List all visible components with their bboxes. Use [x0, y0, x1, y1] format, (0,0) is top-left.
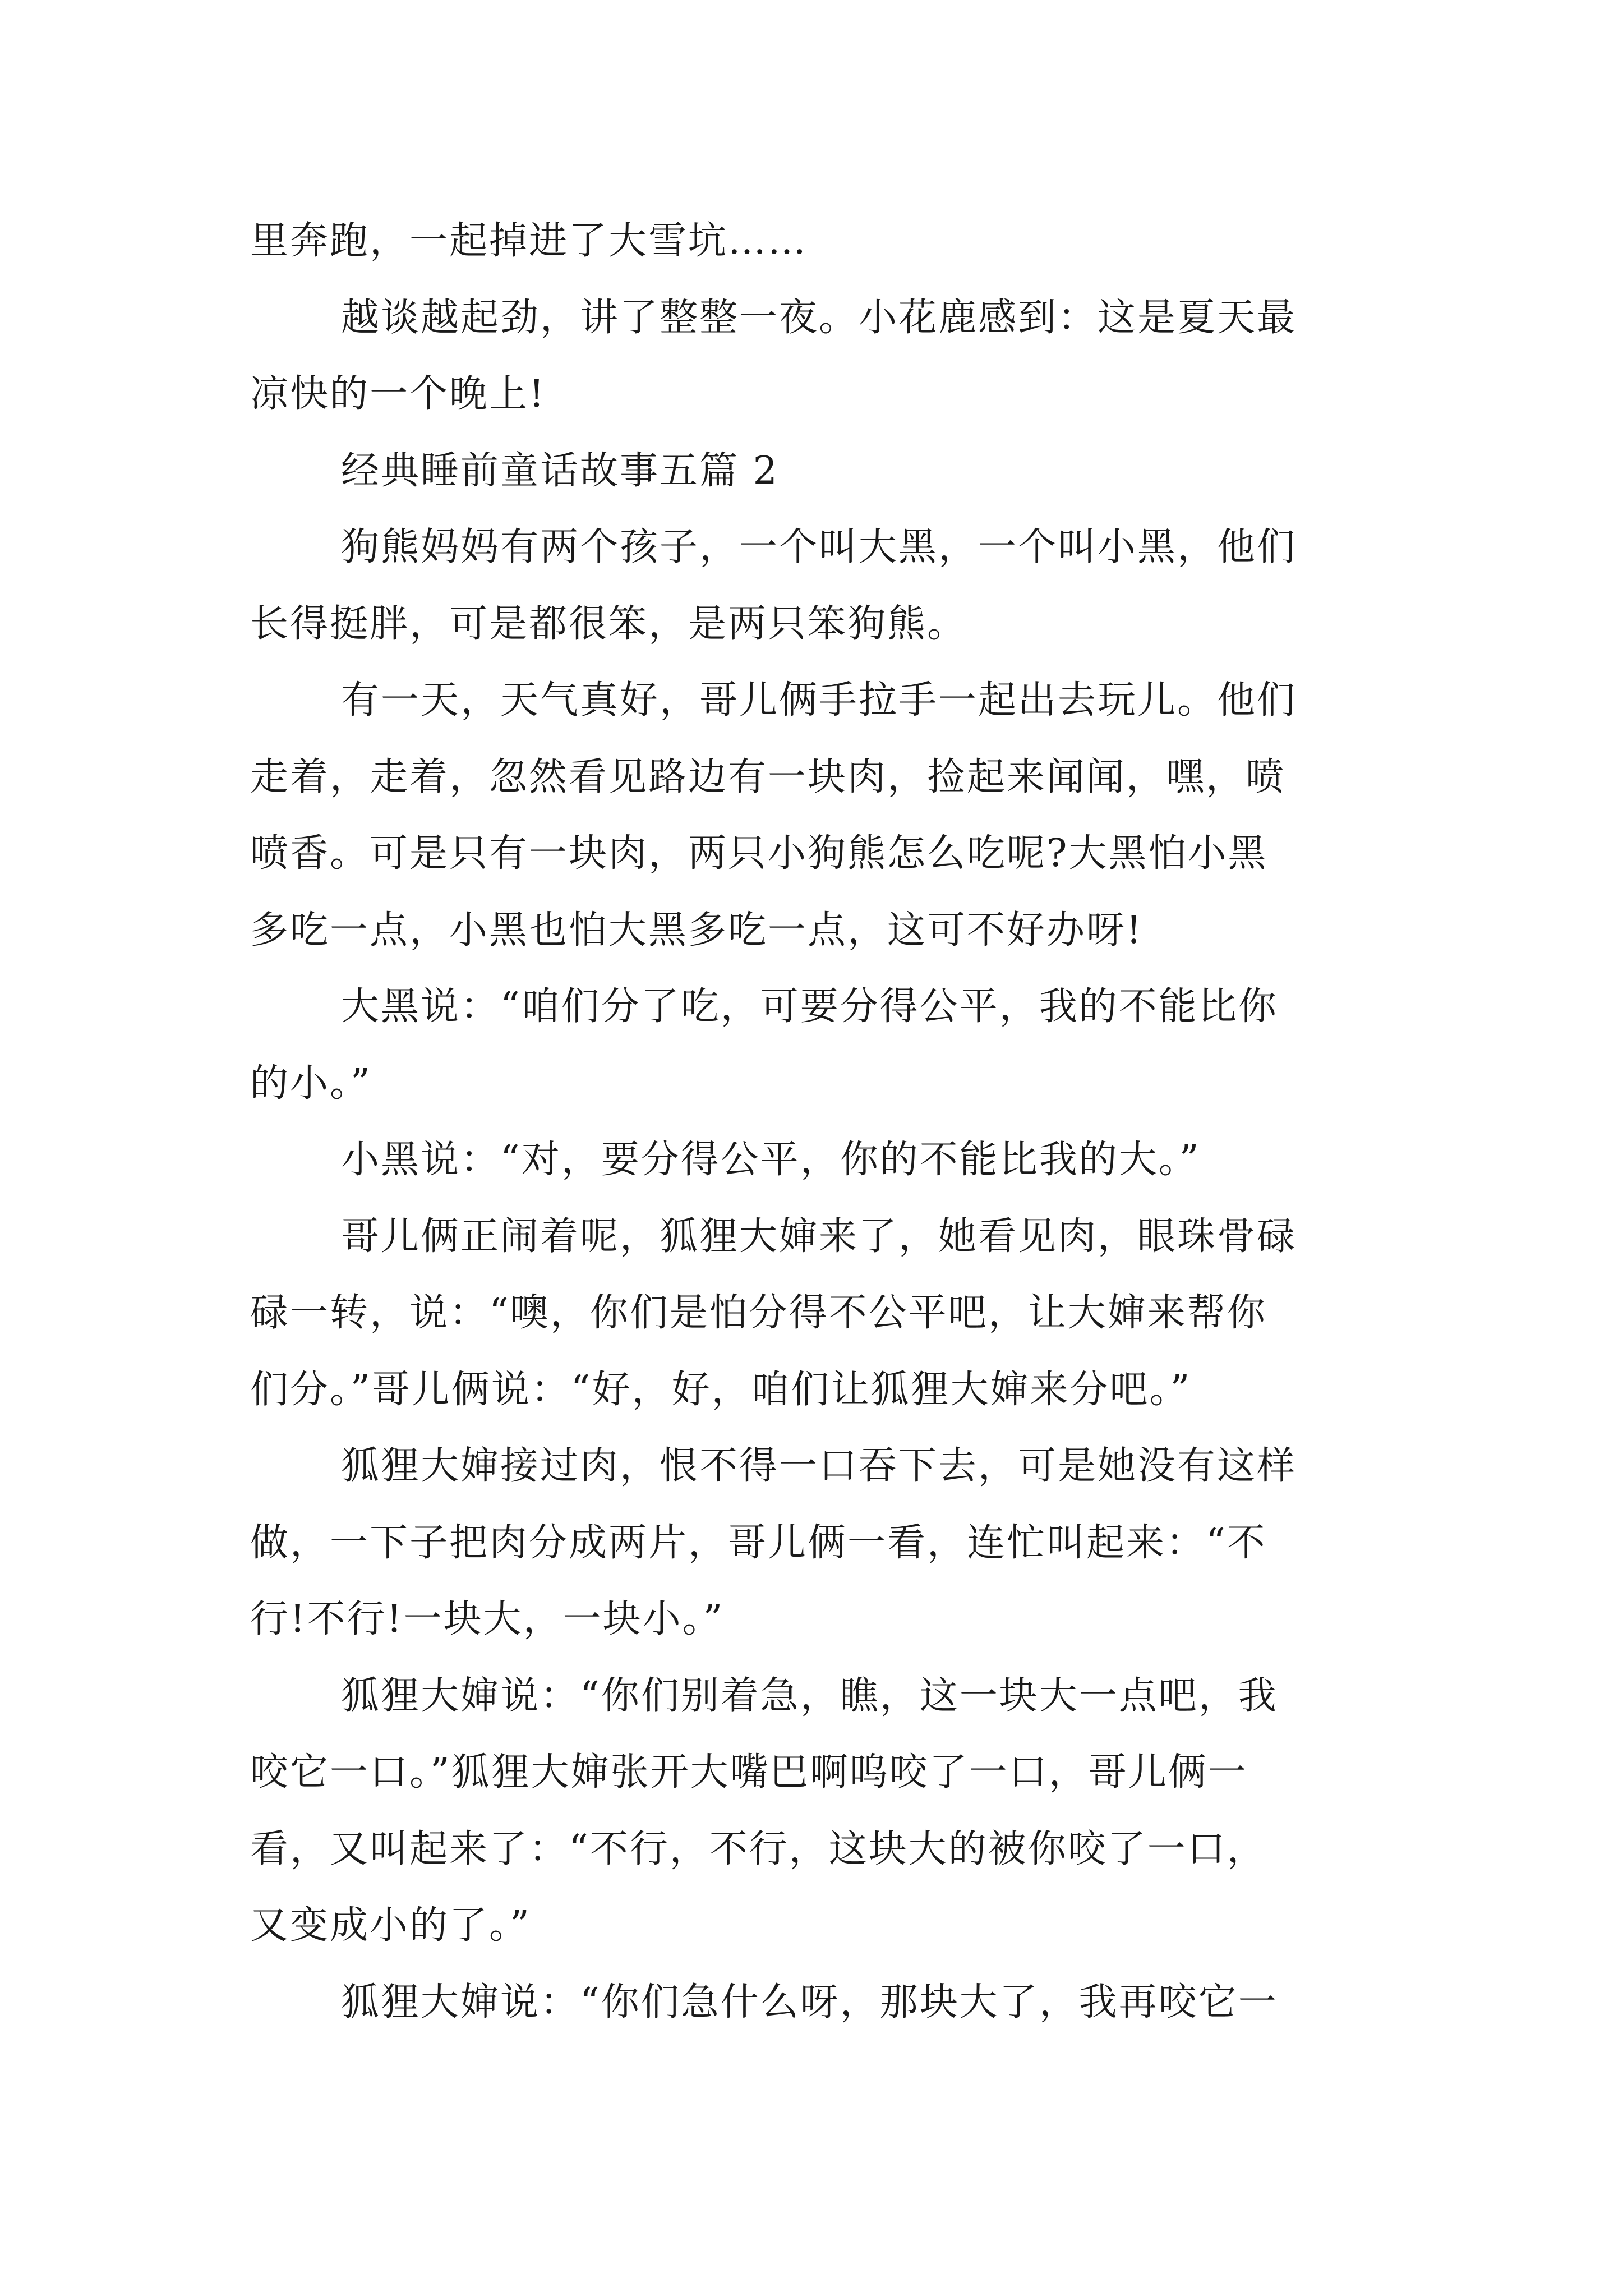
text-line: 行!不行!一块大，一块小。”	[250, 1597, 725, 1641]
text-line: 狗熊妈妈有两个孩子，一个叫大黑，一个叫小黑，他们	[341, 525, 1297, 569]
text-line: 喷香。可是只有一块肉，两只小狗熊怎么吃呢?大黑怕小黑	[250, 831, 1268, 876]
text-line: 长得挺胖，可是都很笨，是两只笨狗熊。	[250, 601, 967, 646]
text-line: 狐狸大婶接过肉，恨不得一口吞下去，可是她没有这样	[341, 1444, 1297, 1488]
text-line: 多吃一点，小黑也怕大黑多吃一点，这可不好办呀!	[250, 908, 1144, 953]
text-line: 走着，走着，忽然看见路边有一块肉，捡起来闻闻，嘿，喷	[250, 754, 1286, 799]
text-line: 看，又叫起来了：“不行，不行，这块大的被你咬了一口，	[250, 1826, 1267, 1871]
text-line: 做，一下子把肉分成两片，哥儿俩一看，连忙叫起来：“不	[250, 1520, 1267, 1565]
text-line: 碌一转，说：“噢，你们是怕分得不公平吧，让大婶来帮你	[250, 1291, 1267, 1335]
text-line: 小黑说：“对，要分得公平，你的不能比我的大。”	[341, 1138, 1201, 1182]
text-line: 们分。”哥儿俩说：“好，好，咱们让狐狸大婶来分吧。”	[250, 1367, 1192, 1412]
text-line: 咬它一口。”狐狸大婶张开大嘴巴啊呜咬了一口，哥儿俩一	[250, 1750, 1248, 1795]
text-line: 的小。”	[250, 1061, 372, 1106]
text-line: 哥儿俩正闹着呢，狐狸大婶来了，她看见肉，眼珠骨碌	[341, 1214, 1297, 1259]
text-line: 有一天，天气真好，哥儿俩手拉手一起出去玩儿。他们	[341, 678, 1297, 723]
text-line: 里奔跑，一起掉进了大雪坑……	[250, 219, 808, 263]
text-line: 又变成小的了。”	[250, 1903, 531, 1948]
text-line: 越谈越起劲，讲了整整一夜。小花鹿感到：这是夏天最	[341, 295, 1297, 340]
text-line: 经典睡前童话故事五篇 2	[341, 448, 779, 493]
document-body	[250, 203, 1394, 2041]
text-line: 凉快的一个晚上!	[250, 372, 546, 416]
text-line: 狐狸大婶说：“你们急什么呀，那块大了，我再咬它一	[341, 1980, 1278, 2024]
text-line: 狐狸大婶说：“你们别着急，瞧，这一块大一点吧，我	[341, 1673, 1278, 1718]
text-line: 大黑说：“咱们分了吃，可要分得公平，我的不能比你	[341, 984, 1278, 1029]
